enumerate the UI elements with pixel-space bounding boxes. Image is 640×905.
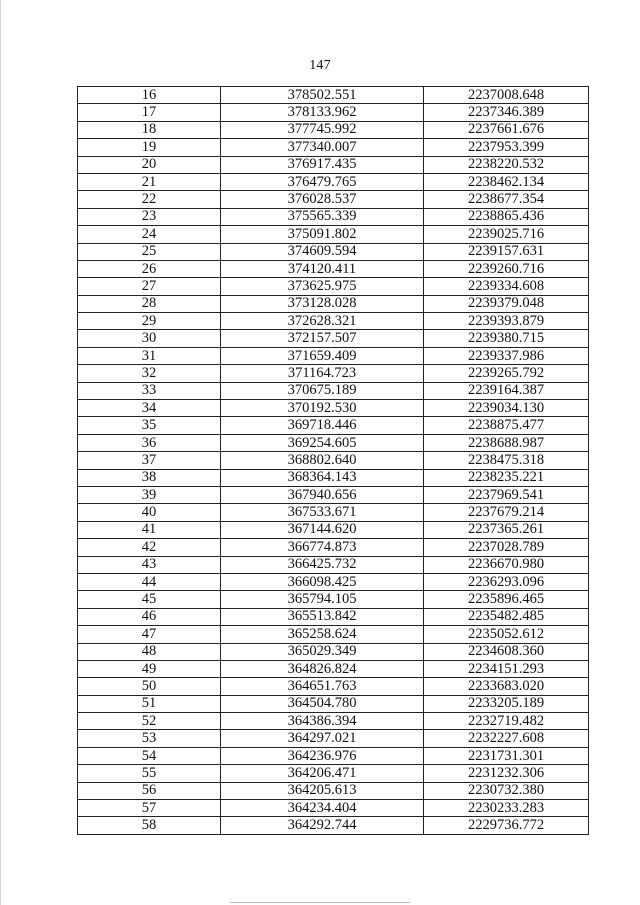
- point-number-cell: 36: [78, 434, 221, 451]
- table-row: [78, 347, 589, 364]
- y-coordinate-cell: 2230732.380: [424, 782, 589, 799]
- point-number-cell: 34: [78, 400, 221, 417]
- y-coordinate-cell: 2235482.485: [424, 608, 589, 625]
- x-coordinate-cell: 378133.962: [221, 104, 424, 121]
- table-row: [78, 591, 589, 608]
- table-row: [78, 208, 589, 225]
- x-coordinate-cell: 375565.339: [221, 208, 424, 225]
- y-coordinate-cell: 2236670.980: [424, 556, 589, 573]
- y-coordinate-cell: 2239265.792: [424, 365, 589, 382]
- x-coordinate-cell: 365258.624: [221, 626, 424, 643]
- y-coordinate-cell: 2238220.532: [424, 156, 589, 173]
- y-coordinate-cell: 2237969.541: [424, 486, 589, 503]
- x-coordinate-cell: 373625.975: [221, 278, 424, 295]
- table-row: [78, 156, 589, 173]
- y-coordinate-cell: 2235052.612: [424, 626, 589, 643]
- x-coordinate-cell: 367940.656: [221, 486, 424, 503]
- point-number-cell: 19: [78, 139, 221, 156]
- x-coordinate-cell: 366774.873: [221, 539, 424, 556]
- point-number-cell: 23: [78, 208, 221, 225]
- y-coordinate-cell: 2237953.399: [424, 139, 589, 156]
- x-coordinate-cell: 368802.640: [221, 452, 424, 469]
- x-coordinate-cell: 373128.028: [221, 295, 424, 312]
- table-row: [78, 539, 589, 556]
- point-number-cell: 52: [78, 713, 221, 730]
- y-coordinate-cell: 2239380.715: [424, 330, 589, 347]
- x-coordinate-cell: 364651.763: [221, 678, 424, 695]
- y-coordinate-cell: 2237661.676: [424, 121, 589, 138]
- x-coordinate-cell: 365513.842: [221, 608, 424, 625]
- point-number-cell: 30: [78, 330, 221, 347]
- table-row: [78, 608, 589, 625]
- y-coordinate-cell: 2231232.306: [424, 765, 589, 782]
- point-number-cell: 27: [78, 278, 221, 295]
- point-number-cell: 57: [78, 800, 221, 817]
- x-coordinate-cell: 372157.507: [221, 330, 424, 347]
- y-coordinate-cell: 2231731.301: [424, 747, 589, 764]
- point-number-cell: 17: [78, 104, 221, 121]
- point-number-cell: 55: [78, 765, 221, 782]
- y-coordinate-cell: 2238865.436: [424, 208, 589, 225]
- table-row: [78, 365, 589, 382]
- table-row: [78, 521, 589, 538]
- y-coordinate-cell: 2235896.465: [424, 591, 589, 608]
- y-coordinate-cell: 2232227.608: [424, 730, 589, 747]
- y-coordinate-cell: 2238462.134: [424, 173, 589, 190]
- table-row: [78, 243, 589, 260]
- x-coordinate-cell: 370192.530: [221, 400, 424, 417]
- x-coordinate-cell: 367533.671: [221, 504, 424, 521]
- x-coordinate-cell: 366098.425: [221, 573, 424, 590]
- table-row: [78, 782, 589, 799]
- point-number-cell: 53: [78, 730, 221, 747]
- page-number: 147: [309, 58, 331, 73]
- point-number-cell: 31: [78, 347, 221, 364]
- table-row: [78, 260, 589, 277]
- y-coordinate-cell: 2238688.987: [424, 434, 589, 451]
- page-edge-bottom: [230, 902, 410, 903]
- point-number-cell: 56: [78, 782, 221, 799]
- table-row: [78, 626, 589, 643]
- point-number-cell: 38: [78, 469, 221, 486]
- point-number-cell: 28: [78, 295, 221, 312]
- x-coordinate-cell: 364234.404: [221, 800, 424, 817]
- y-coordinate-cell: 2238677.354: [424, 191, 589, 208]
- x-coordinate-cell: 364236.976: [221, 747, 424, 764]
- point-number-cell: 18: [78, 121, 221, 138]
- y-coordinate-cell: 2233205.189: [424, 695, 589, 712]
- x-coordinate-cell: 370675.189: [221, 382, 424, 399]
- table-row: [78, 643, 589, 660]
- x-coordinate-cell: 376479.765: [221, 173, 424, 190]
- x-coordinate-cell: 372628.321: [221, 313, 424, 330]
- table-row: [78, 486, 589, 503]
- table-row: [78, 139, 589, 156]
- table-row: [78, 330, 589, 347]
- y-coordinate-cell: 2239393.879: [424, 313, 589, 330]
- y-coordinate-cell: 2234608.360: [424, 643, 589, 660]
- point-number-cell: 16: [78, 87, 221, 104]
- table-row: [78, 817, 589, 834]
- x-coordinate-cell: 374609.594: [221, 243, 424, 260]
- point-number-cell: 58: [78, 817, 221, 834]
- y-coordinate-cell: 2236293.096: [424, 573, 589, 590]
- y-coordinate-cell: 2237679.214: [424, 504, 589, 521]
- x-coordinate-cell: 371659.409: [221, 347, 424, 364]
- coordinates-table-body: [78, 87, 589, 835]
- table-row: [78, 765, 589, 782]
- y-coordinate-cell: 2239025.716: [424, 226, 589, 243]
- y-coordinate-cell: 2239337.986: [424, 347, 589, 364]
- table-row: [78, 121, 589, 138]
- y-coordinate-cell: 2229736.772: [424, 817, 589, 834]
- y-coordinate-cell: 2237028.789: [424, 539, 589, 556]
- point-number-cell: 48: [78, 643, 221, 660]
- table-row: [78, 191, 589, 208]
- x-coordinate-cell: 364297.021: [221, 730, 424, 747]
- y-coordinate-cell: 2237008.648: [424, 87, 589, 104]
- table-row: [78, 556, 589, 573]
- y-coordinate-cell: 2238875.477: [424, 417, 589, 434]
- x-coordinate-cell: 366425.732: [221, 556, 424, 573]
- point-number-cell: 35: [78, 417, 221, 434]
- point-number-cell: 29: [78, 313, 221, 330]
- x-coordinate-cell: 376028.537: [221, 191, 424, 208]
- point-number-cell: 45: [78, 591, 221, 608]
- point-number-cell: 32: [78, 365, 221, 382]
- y-coordinate-cell: 2232719.482: [424, 713, 589, 730]
- point-number-cell: 41: [78, 521, 221, 538]
- x-coordinate-cell: 364206.471: [221, 765, 424, 782]
- point-number-cell: 49: [78, 660, 221, 677]
- y-coordinate-cell: 2239164.387: [424, 382, 589, 399]
- x-coordinate-cell: 364292.744: [221, 817, 424, 834]
- table-row: [78, 678, 589, 695]
- x-coordinate-cell: 376917.435: [221, 156, 424, 173]
- point-number-cell: 46: [78, 608, 221, 625]
- x-coordinate-cell: 377745.992: [221, 121, 424, 138]
- y-coordinate-cell: 2238235.221: [424, 469, 589, 486]
- table-row: [78, 800, 589, 817]
- table-row: [78, 573, 589, 590]
- point-number-cell: 26: [78, 260, 221, 277]
- table-row: [78, 417, 589, 434]
- point-number-cell: 25: [78, 243, 221, 260]
- point-number-cell: 21: [78, 173, 221, 190]
- x-coordinate-cell: 367144.620: [221, 521, 424, 538]
- point-number-cell: 54: [78, 747, 221, 764]
- y-coordinate-cell: 2239260.716: [424, 260, 589, 277]
- x-coordinate-cell: 378502.551: [221, 87, 424, 104]
- x-coordinate-cell: 375091.802: [221, 226, 424, 243]
- table-row: [78, 104, 589, 121]
- x-coordinate-cell: 369254.605: [221, 434, 424, 451]
- x-coordinate-cell: 365029.349: [221, 643, 424, 660]
- table-row: [78, 713, 589, 730]
- y-coordinate-cell: 2237346.389: [424, 104, 589, 121]
- x-coordinate-cell: 365794.105: [221, 591, 424, 608]
- y-coordinate-cell: 2239034.130: [424, 400, 589, 417]
- table-row: [78, 313, 589, 330]
- y-coordinate-cell: 2237365.261: [424, 521, 589, 538]
- table-row: [78, 226, 589, 243]
- point-number-cell: 42: [78, 539, 221, 556]
- coordinates-table: [77, 86, 589, 835]
- y-coordinate-cell: 2238475.318: [424, 452, 589, 469]
- table-row: [78, 747, 589, 764]
- y-coordinate-cell: 2233683.020: [424, 678, 589, 695]
- table-row: [78, 278, 589, 295]
- table-row: [78, 660, 589, 677]
- y-coordinate-cell: 2239157.631: [424, 243, 589, 260]
- point-number-cell: 33: [78, 382, 221, 399]
- x-coordinate-cell: 364205.613: [221, 782, 424, 799]
- x-coordinate-cell: 368364.143: [221, 469, 424, 486]
- page-edge-left: [0, 0, 1, 905]
- x-coordinate-cell: 377340.007: [221, 139, 424, 156]
- y-coordinate-cell: 2230233.283: [424, 800, 589, 817]
- point-number-cell: 47: [78, 626, 221, 643]
- x-coordinate-cell: 371164.723: [221, 365, 424, 382]
- y-coordinate-cell: 2239379.048: [424, 295, 589, 312]
- point-number-cell: 40: [78, 504, 221, 521]
- point-number-cell: 43: [78, 556, 221, 573]
- point-number-cell: 37: [78, 452, 221, 469]
- x-coordinate-cell: 364826.824: [221, 660, 424, 677]
- x-coordinate-cell: 364386.394: [221, 713, 424, 730]
- table-row: [78, 87, 589, 104]
- table-row: [78, 173, 589, 190]
- x-coordinate-cell: 364504.780: [221, 695, 424, 712]
- x-coordinate-cell: 369718.446: [221, 417, 424, 434]
- table-row: [78, 400, 589, 417]
- table-row: [78, 730, 589, 747]
- table-row: [78, 382, 589, 399]
- table-row: [78, 434, 589, 451]
- table-row: [78, 469, 589, 486]
- point-number-cell: 20: [78, 156, 221, 173]
- point-number-cell: 22: [78, 191, 221, 208]
- point-number-cell: 50: [78, 678, 221, 695]
- point-number-cell: 24: [78, 226, 221, 243]
- point-number-cell: 39: [78, 486, 221, 503]
- table-row: [78, 452, 589, 469]
- table-row: [78, 295, 589, 312]
- point-number-cell: 44: [78, 573, 221, 590]
- y-coordinate-cell: 2234151.293: [424, 660, 589, 677]
- y-coordinate-cell: 2239334.608: [424, 278, 589, 295]
- table-row: [78, 695, 589, 712]
- point-number-cell: 51: [78, 695, 221, 712]
- x-coordinate-cell: 374120.411: [221, 260, 424, 277]
- table-row: [78, 504, 589, 521]
